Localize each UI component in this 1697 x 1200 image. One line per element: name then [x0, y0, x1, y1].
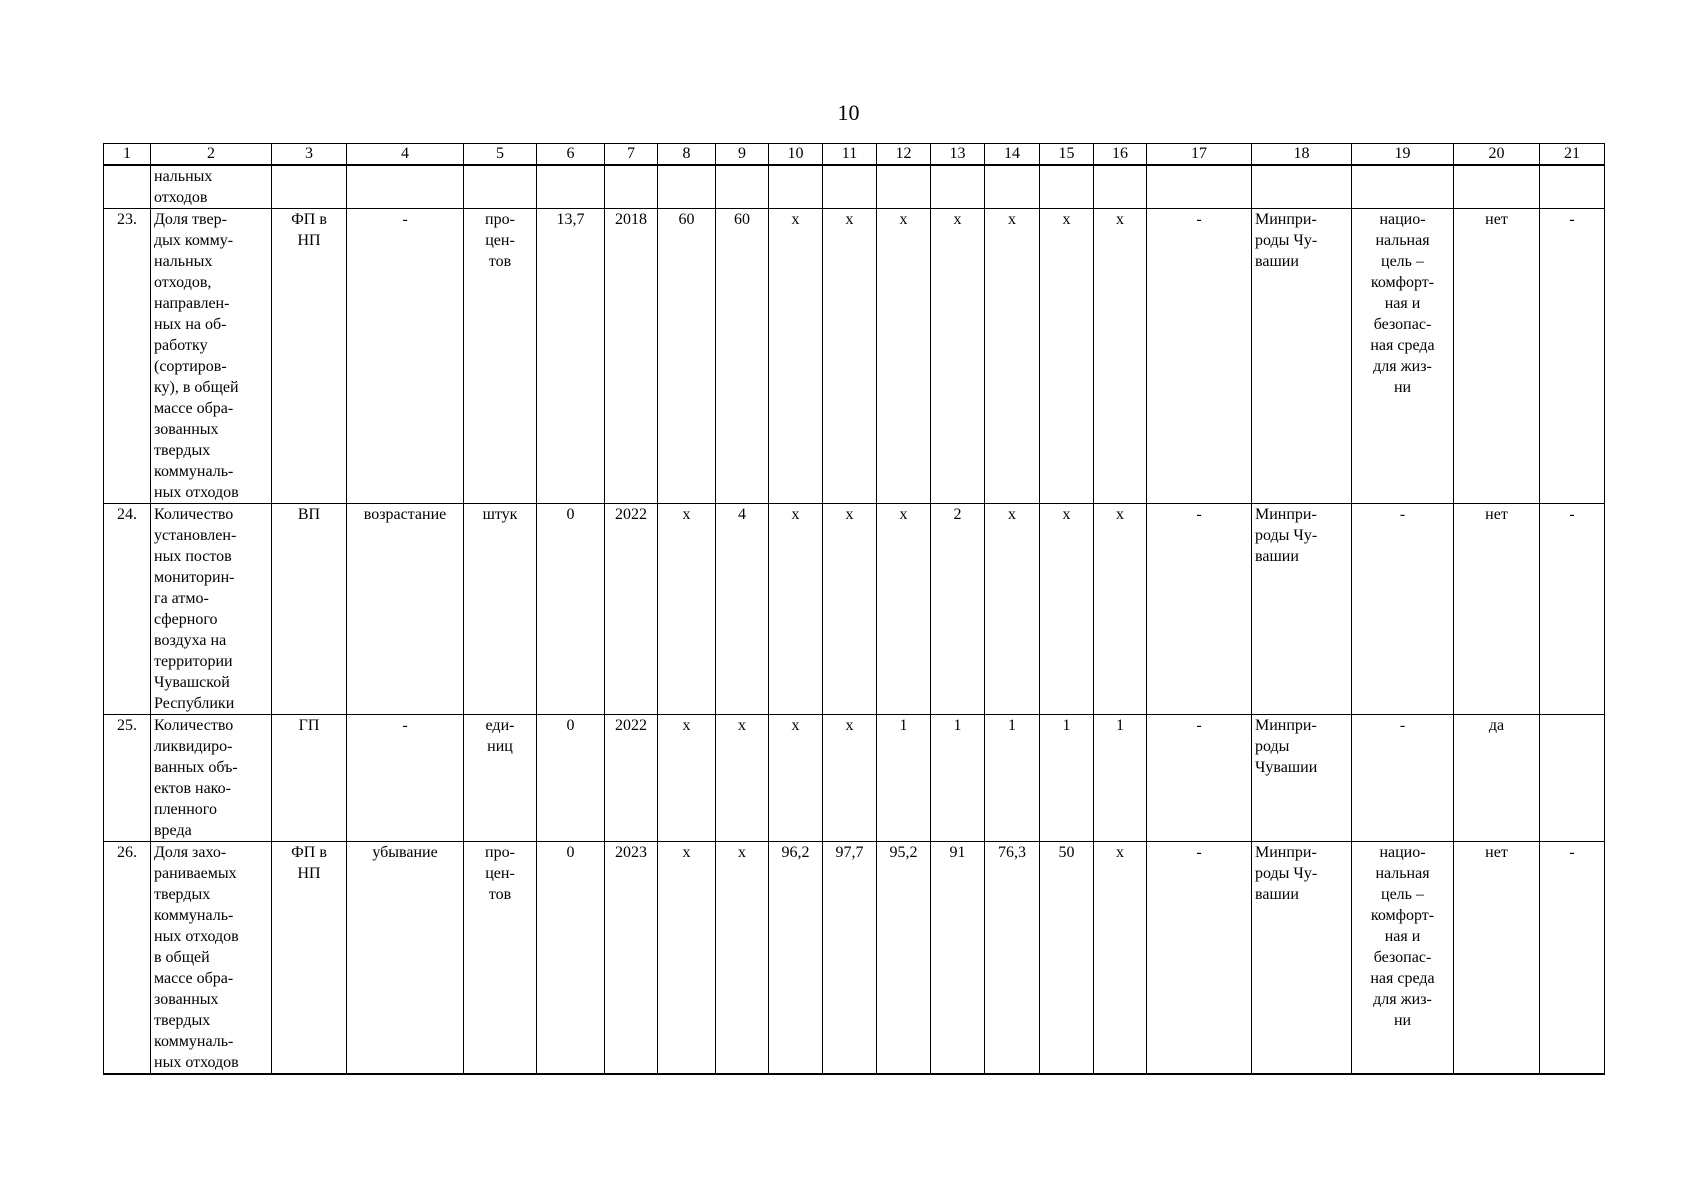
column-header: 19 — [1352, 144, 1454, 166]
value-cell: 96,2 — [769, 842, 823, 1075]
value-cell: х — [823, 504, 877, 715]
base-value: 13,7 — [537, 209, 605, 504]
indicator-name: Доля твер- дых комму- нальных отходов, направлен- ных на об- работку (сортиров- ку), в общей массе обра- зованных твердых коммуналь- ных отходов — [151, 209, 272, 504]
goal-cell: нацио- нальная цель – комфорт- ная и безопас- ная среда для жиз- ни — [1352, 842, 1454, 1075]
goal-cell: - — [1352, 504, 1454, 715]
indicator-unit: штук — [464, 504, 537, 715]
value-cell: х — [1094, 842, 1147, 1075]
indicator-type: ГП — [272, 715, 347, 842]
indicator-unit: про- цен- тов — [464, 209, 537, 504]
goal-cell: - — [1352, 715, 1454, 842]
indicator-unit: еди- ниц — [464, 715, 537, 842]
value-cell — [877, 165, 931, 209]
value-cell: х — [823, 209, 877, 504]
indicator-name: нальных отходов — [151, 165, 272, 209]
col21-cell — [1540, 165, 1605, 209]
indicator-unit: про- цен- тов — [464, 842, 537, 1075]
column-header: 6 — [537, 144, 605, 166]
value-cell: х — [985, 504, 1040, 715]
col17-cell: - — [1147, 715, 1252, 842]
column-header: 10 — [769, 144, 823, 166]
base-value: 0 — [537, 842, 605, 1075]
column-header: 5 — [464, 144, 537, 166]
indicator-trend: убывание — [347, 842, 464, 1075]
responsible-cell — [1252, 165, 1352, 209]
indicator-name: Количество установлен- ных постов мониторин- га атмо- сферного воздуха на территории Чувашской Республики — [151, 504, 272, 715]
value-cell: х — [716, 715, 769, 842]
column-header: 13 — [931, 144, 985, 166]
indicator-type: ФП в НП — [272, 842, 347, 1075]
value-cell: х — [877, 209, 931, 504]
responsible-cell: Минпри- роды Чувашии — [1252, 715, 1352, 842]
value-cell: х — [716, 842, 769, 1075]
base-year: 2022 — [605, 715, 658, 842]
value-cell: 60 — [658, 209, 716, 504]
column-header: 3 — [272, 144, 347, 166]
flag-cell: нет — [1454, 504, 1540, 715]
column-number-row — [104, 144, 1605, 166]
value-cell: х — [769, 209, 823, 504]
table-row — [104, 504, 1605, 715]
flag-cell: нет — [1454, 209, 1540, 504]
value-cell: х — [1094, 209, 1147, 504]
col21-cell — [1540, 715, 1605, 842]
column-header: 12 — [877, 144, 931, 166]
value-cell — [769, 165, 823, 209]
page-number: 10 — [837, 100, 860, 125]
base-year: 2022 — [605, 504, 658, 715]
col21-cell: - — [1540, 209, 1605, 504]
base-value — [537, 165, 605, 209]
value-cell: х — [985, 209, 1040, 504]
indicator-trend: - — [347, 715, 464, 842]
base-value: 0 — [537, 504, 605, 715]
indicator-type: ВП — [272, 504, 347, 715]
goal-cell — [1352, 165, 1454, 209]
value-cell: 97,7 — [823, 842, 877, 1075]
table-row — [104, 715, 1605, 842]
row-number: 26. — [104, 842, 151, 1075]
value-cell: х — [769, 715, 823, 842]
column-header: 16 — [1094, 144, 1147, 166]
column-header: 2 — [151, 144, 272, 166]
value-cell: 91 — [931, 842, 985, 1075]
value-cell: х — [1094, 504, 1147, 715]
indicator-trend — [347, 165, 464, 209]
col21-cell: - — [1540, 504, 1605, 715]
value-cell — [1040, 165, 1094, 209]
indicator-type: ФП в НП — [272, 209, 347, 504]
indicators-table — [103, 143, 1605, 1075]
indicator-trend: возрастание — [347, 504, 464, 715]
table-row — [104, 209, 1605, 504]
value-cell: х — [931, 209, 985, 504]
value-cell: 76,3 — [985, 842, 1040, 1075]
row-number: 25. — [104, 715, 151, 842]
column-header: 18 — [1252, 144, 1352, 166]
responsible-cell: Минпри- роды Чу- вашии — [1252, 209, 1352, 504]
goal-cell: нацио- нальная цель – комфорт- ная и безопас- ная среда для жиз- ни — [1352, 209, 1454, 504]
col17-cell: - — [1147, 504, 1252, 715]
value-cell: 4 — [716, 504, 769, 715]
value-cell — [823, 165, 877, 209]
column-header: 1 — [104, 144, 151, 166]
row-number: 24. — [104, 504, 151, 715]
responsible-cell: Минпри- роды Чу- вашии — [1252, 842, 1352, 1075]
col21-cell: - — [1540, 842, 1605, 1075]
indicator-trend: - — [347, 209, 464, 504]
column-header: 7 — [605, 144, 658, 166]
base-year: 2018 — [605, 209, 658, 504]
value-cell — [931, 165, 985, 209]
value-cell: 1 — [931, 715, 985, 842]
column-header: 4 — [347, 144, 464, 166]
column-header: 8 — [658, 144, 716, 166]
value-cell: 50 — [1040, 842, 1094, 1075]
value-cell: 60 — [716, 209, 769, 504]
column-header: 21 — [1540, 144, 1605, 166]
col17-cell: - — [1147, 209, 1252, 504]
table-row — [104, 842, 1605, 1075]
value-cell: 1 — [985, 715, 1040, 842]
column-header: 14 — [985, 144, 1040, 166]
row-number — [104, 165, 151, 209]
col17-cell: - — [1147, 842, 1252, 1075]
value-cell: 2 — [931, 504, 985, 715]
base-value: 0 — [537, 715, 605, 842]
column-header: 17 — [1147, 144, 1252, 166]
value-cell — [658, 165, 716, 209]
col17-cell — [1147, 165, 1252, 209]
value-cell: х — [658, 842, 716, 1075]
indicator-name: Количество ликвидиро- ванных объ- ектов нако- пленного вреда — [151, 715, 272, 842]
column-header: 11 — [823, 144, 877, 166]
flag-cell: да — [1454, 715, 1540, 842]
indicator-type — [272, 165, 347, 209]
value-cell: 1 — [877, 715, 931, 842]
column-header: 15 — [1040, 144, 1094, 166]
column-header: 9 — [716, 144, 769, 166]
flag-cell — [1454, 165, 1540, 209]
value-cell: х — [769, 504, 823, 715]
value-cell: х — [823, 715, 877, 842]
value-cell: х — [658, 715, 716, 842]
value-cell: 1 — [1040, 715, 1094, 842]
value-cell — [716, 165, 769, 209]
base-year: 2023 — [605, 842, 658, 1075]
value-cell: х — [658, 504, 716, 715]
flag-cell: нет — [1454, 842, 1540, 1075]
value-cell — [985, 165, 1040, 209]
responsible-cell: Минпри- роды Чу- вашии — [1252, 504, 1352, 715]
indicator-name: Доля захо- раниваемых твердых коммуналь- ных отходов в общей массе обра- зованных твердых коммуналь- ных отходов — [151, 842, 272, 1075]
value-cell: 1 — [1094, 715, 1147, 842]
indicator-unit — [464, 165, 537, 209]
column-header: 20 — [1454, 144, 1540, 166]
base-year — [605, 165, 658, 209]
value-cell: х — [1040, 209, 1094, 504]
value-cell — [1094, 165, 1147, 209]
value-cell: 95,2 — [877, 842, 931, 1075]
table-row — [104, 165, 1605, 209]
row-number: 23. — [104, 209, 151, 504]
value-cell: х — [1040, 504, 1094, 715]
value-cell: х — [877, 504, 931, 715]
